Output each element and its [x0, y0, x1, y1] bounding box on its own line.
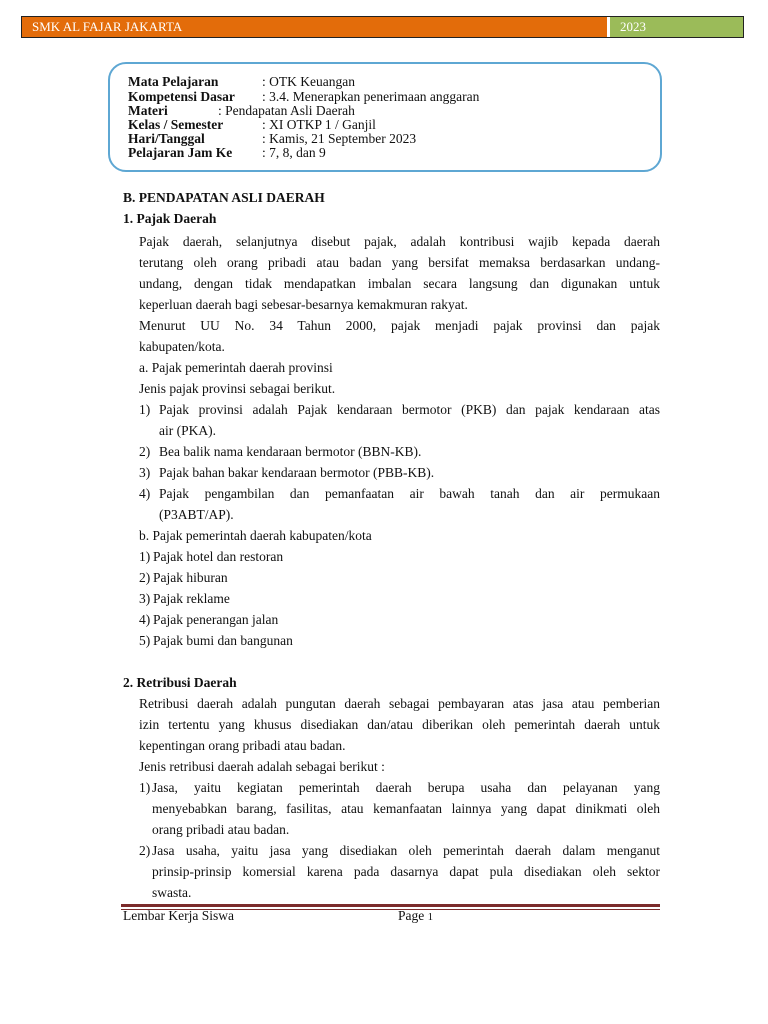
retribusi-para-line: izin tertentu yang khusus disediakan dan/atau diberikan oleh pemerintah daerah untuk — [139, 717, 660, 732]
retribusi-para-line: kepentingan orang pribadi atau badan. — [139, 738, 346, 753]
list-item-text: Jasa usaha, yaitu jasa yang disediakan oleh pemerintah daerah dalam menganut — [152, 843, 660, 858]
list-item-text: menyebabkan barang, fasilitas, atau kemanfaatan lainnya yang dapat dinikmati oleh — [152, 801, 660, 816]
pajak-law-line: kabupaten/kota. — [139, 339, 225, 354]
list-item-text: (P3ABT/AP). — [159, 507, 234, 522]
section-title: B. PENDAPATAN ASLI DAERAH — [123, 190, 325, 205]
info-value: : XI OTKP 1 / Ganjil — [262, 117, 376, 132]
list-number: 4) — [139, 486, 151, 501]
retribusi-intro: Jenis retribusi daerah adalah sebagai berikut : — [139, 759, 385, 774]
list-item-text: Jasa, yaitu kegiatan pemerintah daerah berupa usaha dan pelayanan yang — [152, 780, 660, 795]
list-item-text: Pajak provinsi adalah Pajak kendaraan bermotor (PKB) dan pajak kendaraan atas — [159, 402, 660, 417]
list-item-text: Pajak pengambilan dan pemanfaatan air bawah tanah dan air permukaan — [159, 486, 660, 501]
pajak-para-line: Pajak daerah, selanjutnya disebut pajak, adalah kontribusi wajib kepada daerah — [139, 234, 660, 249]
list-number: 1) — [139, 549, 151, 564]
info-label: Kompetensi Dasar — [128, 89, 235, 104]
retribusi-heading: 2. Retribusi Daerah — [123, 675, 237, 690]
pajak-law-line: Menurut UU No. 34 Tahun 2000, pajak menjadi pajak provinsi dan pajak — [139, 318, 660, 333]
list-item-text: orang pribadi atau badan. — [152, 822, 290, 837]
header-year: 2023 — [610, 17, 743, 37]
list-item-text: Pajak bumi dan bangunan — [153, 633, 293, 648]
list-number: 1) — [139, 402, 151, 417]
info-label: Materi — [128, 103, 168, 118]
pajak-para-line: keperluan daerah bagi sebesar-besarnya kemakmuran rakyat. — [139, 297, 468, 312]
pajak-heading: 1. Pajak Daerah — [123, 211, 217, 226]
list-item-text: Bea balik nama kendaraan bermotor (BBN-KB). — [159, 444, 422, 459]
info-value: : Pendapatan Asli Daerah — [218, 103, 355, 118]
list-item-text: prinsip-prinsip komersial karena pada dasarnya dapat pula disediakan oleh sektor — [152, 864, 660, 879]
info-label: Pelajaran Jam Ke — [128, 145, 233, 160]
info-value: : 3.4. Menerapkan penerimaan anggaran — [262, 89, 480, 104]
list-number: 1) — [139, 780, 151, 795]
pajak-para-line: terutang oleh orang pribadi atau badan yang bersifat memaksa berdasarkan undang- — [139, 255, 660, 270]
list-number: 4) — [139, 612, 151, 627]
list-item-text: swasta. — [152, 885, 192, 900]
info-value: : OTK Keuangan — [262, 74, 355, 89]
list-item-text: Pajak hiburan — [153, 570, 228, 585]
footer-page — [398, 908, 433, 924]
provinsi-intro: Jenis pajak provinsi sebagai berikut. — [139, 381, 336, 396]
list-number: 2) — [139, 843, 151, 858]
list-number: 2) — [139, 570, 151, 585]
info-label: Mata Pelajaran — [128, 74, 219, 89]
list-item-text: Pajak reklame — [153, 591, 230, 606]
list-number: 3) — [139, 591, 151, 606]
info-label: Hari/Tanggal — [128, 131, 205, 146]
list-number: 5) — [139, 633, 151, 648]
info-value: : 7, 8, dan 9 — [262, 145, 326, 160]
list-number: 3) — [139, 465, 151, 480]
footer-rule — [121, 904, 660, 907]
retribusi-para-line: Retribusi daerah adalah pungutan daerah sebagai pembayaran atas jasa atau pemberian — [139, 696, 660, 711]
header-bar — [21, 16, 744, 38]
info-value: : Kamis, 21 September 2023 — [262, 131, 417, 146]
footer-title: Lembar Kerja Siswa — [123, 908, 234, 923]
page-label: Page — [398, 908, 428, 923]
list-item-text: Pajak penerangan jalan — [153, 612, 279, 627]
list-item-text: air (PKA). — [159, 423, 216, 438]
info-label: Kelas / Semester — [128, 117, 224, 132]
list-item-text: Pajak hotel dan restoran — [153, 549, 284, 564]
pajak-para-line: undang, dengan tidak mendapatkan imbalan secara langsung dan digunakan untuk — [139, 276, 660, 291]
lesson-info-box — [108, 62, 662, 172]
subheading-kabupaten: b. Pajak pemerintah daerah kabupaten/kota — [139, 528, 372, 543]
subheading-provinsi: a. Pajak pemerintah daerah provinsi — [139, 360, 333, 375]
school-name: SMK AL FAJAR JAKARTA — [22, 17, 610, 37]
list-item-text: Pajak bahan bakar kendaraan bermotor (PBB-KB). — [159, 465, 435, 480]
page-number: 1 — [427, 911, 434, 923]
list-number: 2) — [139, 444, 151, 459]
